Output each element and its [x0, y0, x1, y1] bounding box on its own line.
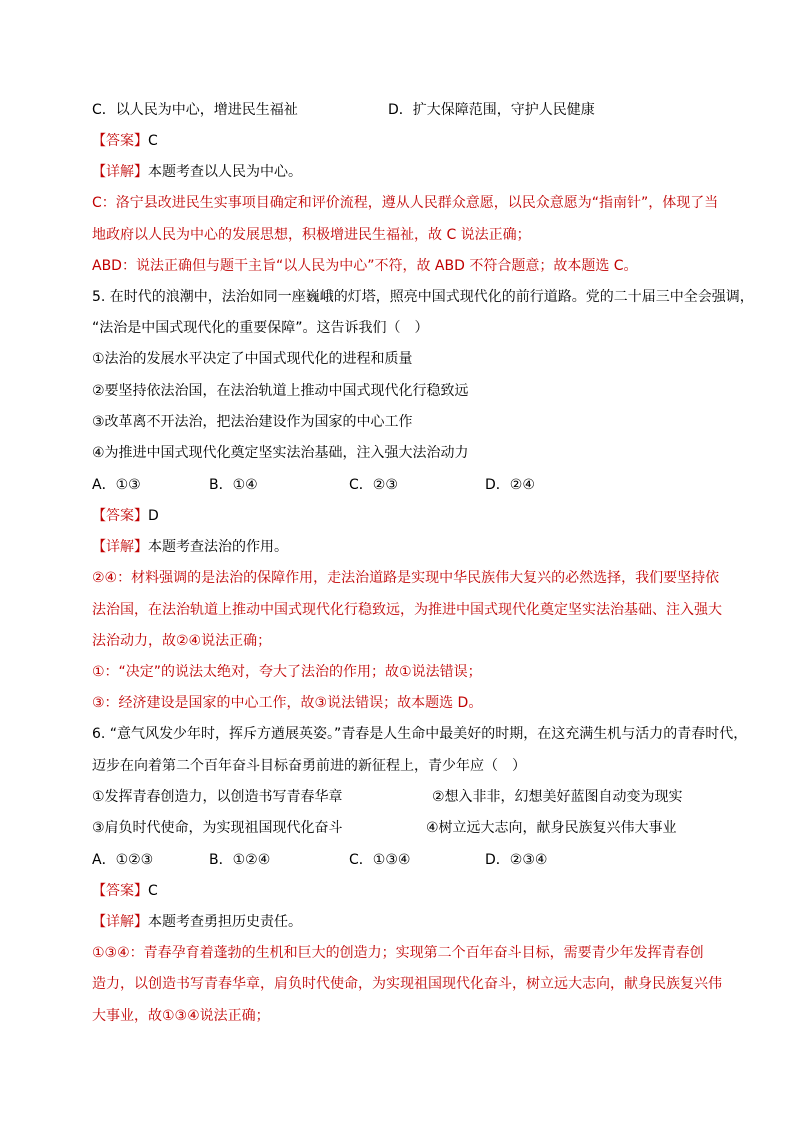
q6-item: ④树立远大志向，献身民族复兴伟大事业	[426, 820, 677, 836]
q5-explain-line: 法治动力，故②④说法正确；	[92, 633, 272, 649]
q4-explain-line: 地政府以人民为中心的发展思想，积极增进民生福祉，故 C 说法正确；	[92, 227, 531, 243]
q4-answer-row	[92, 131, 158, 151]
answer-value: D	[148, 508, 159, 524]
q6-explain-line: 造力，以创造书写青春华章，肩负时代使命，为实现祖国现代化奋斗，树立远大志向，献身民族复兴伟	[92, 976, 722, 992]
detail-text: 本题考查以人民为中心。	[148, 164, 302, 180]
q5-option-c: C．②③	[349, 477, 398, 493]
answer-tag: 【答案】	[92, 133, 148, 149]
q5-item: ①法治的发展水平决定了中国式现代化的进程和质量	[92, 351, 413, 367]
answer-value: C	[148, 133, 158, 149]
q6-detail-row	[92, 912, 302, 932]
q4-option-d: D．扩大保障范围，守护人民健康	[388, 102, 595, 118]
q6-option-c: C．①③④	[349, 852, 411, 868]
detail-text: 本题考查法治的作用。	[148, 539, 288, 555]
q6-option-b: B．①②④	[209, 852, 271, 868]
q5-item: ④为推进中国式现代化奠定坚实法治基础，注入强大法治动力	[92, 445, 469, 461]
answer-value: C	[148, 883, 158, 899]
q5-explain-line: ③：经济建设是国家的中心工作，故③说法错误；故本题选 D。	[92, 695, 483, 711]
answer-tag: 【答案】	[92, 883, 148, 899]
detail-tag: 【详解】	[92, 914, 148, 930]
q5-explain-line: ②④：材料强调的是法治的保障作用，走法治道路是实现中华民族伟大复兴的必然选择，我们要坚持依	[92, 570, 720, 586]
q5-option-a: A．①③	[92, 477, 141, 493]
q4-explain-line: ABD：说法正确但与题干主旨“以人民为中心”不符，故 ABD 不符合题意；故本题选 C。	[92, 258, 638, 274]
q5-stem-line: 5. 在时代的浪潮中，法治如同一座巍峨的灯塔，照亮中国式现代化的前行道路。党的二十届三中全会强调，	[92, 289, 754, 305]
detail-tag: 【详解】	[92, 539, 148, 555]
q5-option-d: D．②④	[485, 477, 535, 493]
q5-explain-line: ①：“决定”的说法太绝对，夸大了法治的作用；故①说法错误；	[92, 664, 482, 680]
q6-stem-line: 迈步在向着第二个百年奋斗目标奋勇前进的新征程上，青少年应（ ）	[92, 758, 526, 774]
q5-stem-line: “法治是中国式现代化的重要保障”。这告诉我们（ ）	[92, 320, 429, 336]
q5-item: ②要坚持依法治国，在法治轨道上推动中国式现代化行稳致远	[92, 383, 469, 399]
q4-explain-line: C：洛宁县改进民生实事项目确定和评价流程，遵从人民群众意愿，以民众意愿为“指南针”，体现了当	[92, 195, 719, 211]
detail-tag: 【详解】	[92, 164, 148, 180]
q5-item: ③改革离不开法治，把法治建设作为国家的中心工作	[92, 414, 413, 430]
q6-explain-line: 大事业，故①③④说法正确；	[92, 1008, 270, 1024]
q4-option-c: C．以人民为中心，增进民生福祉	[92, 102, 298, 118]
q6-option-a: A．①②③	[92, 852, 154, 868]
q6-stem-line: 6. “意气风发少年时，挥斥方遒展英姿。”青春是人生命中最美好的时期，在这充满生机与活力的青春时代，	[92, 726, 748, 742]
answer-tag: 【答案】	[92, 508, 148, 524]
q5-answer-row	[92, 506, 159, 526]
q5-explain-line: 法治国，在法治轨道上推动中国式现代化行稳致远，为推进中国式现代化奠定坚实法治基础、注入强大	[92, 602, 722, 618]
q6-item: ③肩负时代使命，为实现祖国现代化奋斗	[92, 820, 343, 836]
q5-detail-row	[92, 537, 288, 557]
q4-detail-row	[92, 162, 302, 182]
q5-option-b: B．①④	[209, 477, 258, 493]
q6-explain-line: ①③④：青春孕育着蓬勃的生机和巨大的创造力；实现第二个百年奋斗目标，需要青少年发挥青春创	[92, 945, 704, 961]
q6-answer-row	[92, 881, 158, 901]
q6-item: ①发挥青春创造力，以创造书写青春华章	[92, 789, 343, 805]
q6-option-d: D．②③④	[485, 852, 548, 868]
detail-text: 本题考查勇担历史责任。	[148, 914, 302, 930]
q6-item: ②想入非非，幻想美好蓝图自动变为现实	[432, 789, 683, 805]
